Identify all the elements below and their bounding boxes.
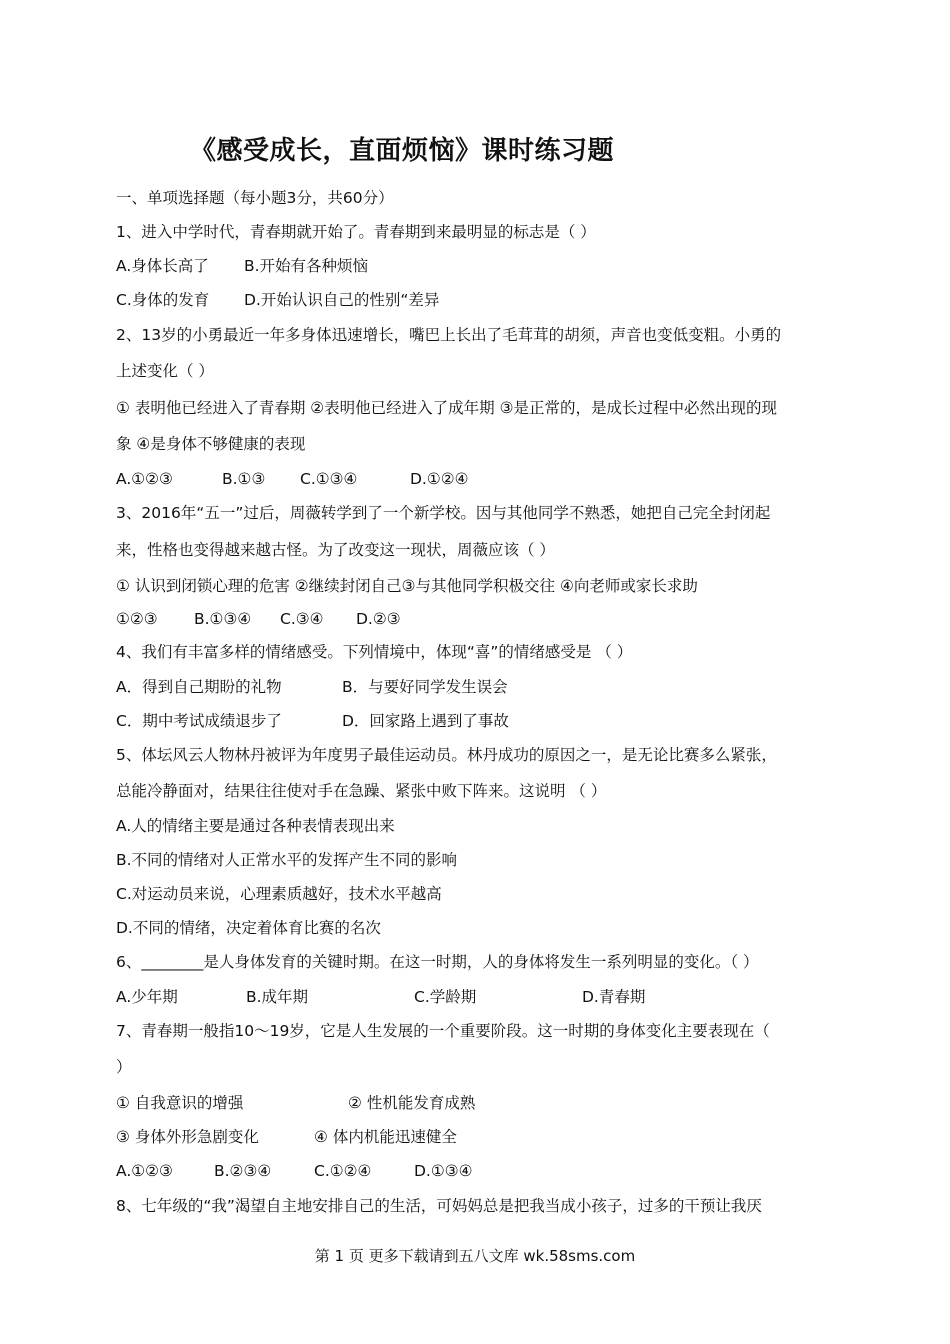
q6-option-a: A.少年期: [116, 988, 178, 1006]
q4-option-b: B．与要好同学发生误会: [342, 678, 508, 696]
q7-option-b: B.②③④: [214, 1162, 272, 1180]
question-1-options-row2: [116, 290, 439, 310]
q7-statement-1: ① 自我意识的增强: [116, 1094, 244, 1112]
document-title: 《感受成长，直面烦恼》课时练习题: [190, 136, 615, 166]
question-3-stem-line2: 来，性格也变得越来越古怪。为了改变这一现状，周薇应该（ ）: [116, 541, 555, 559]
q1-option-a: A.身体长高了: [116, 257, 209, 275]
question-8-stem-line1: 8、七年级的“我”渴望自主地安排自己的生活，可妈妈总是把我当成小孩子，过多的干预让我厌: [116, 1197, 762, 1215]
q3-option-b: B.①③④: [194, 610, 252, 628]
q7-option-c: C.①②④: [314, 1162, 372, 1180]
question-3-statements: ① 认识到闭锁心理的危害 ②继续封闭自己③与其他同学积极交往 ④向老师或家长求助: [116, 577, 698, 595]
q3-option-d: D.②③: [356, 610, 401, 628]
q7-option-d: D.①③④: [414, 1162, 473, 1180]
question-4-stem: 4、我们有丰富多样的情绪感受。下列情境中，体现“喜”的情绪感受是 （ ）: [116, 643, 633, 661]
question-5-stem-line2: 总能冷静面对，结果往往使对手在急躁、紧张中败下阵来。这说明 （ ）: [116, 782, 607, 800]
q7-statement-3: ③ 身体外形急剧变化: [116, 1128, 259, 1146]
question-1-options-row1: [116, 256, 368, 276]
question-6-options: [116, 987, 645, 1007]
page-footer: 第 1 页 更多下载请到五八文库 wk.58sms.com: [314, 1247, 636, 1265]
q4-option-c: C．期中考试成绩退步了: [116, 712, 282, 730]
question-5-stem-line1: 5、体坛风云人物林丹被评为年度男子最佳运动员。林丹成功的原因之一，是无论比赛多么紧张，: [116, 746, 777, 764]
q1-option-b: B.开始有各种烦恼: [244, 257, 369, 275]
section-heading: 一、单项选择题（每小题3分，共60分）: [116, 189, 394, 207]
q7-option-a: A.①②③: [116, 1162, 173, 1180]
question-2-options: [116, 469, 469, 489]
question-7-options: [116, 1161, 473, 1181]
q2-option-b: B.①③: [222, 470, 266, 488]
q1-option-c: C.身体的发育: [116, 291, 210, 309]
q3-option-c: C.③④: [280, 610, 324, 628]
question-3-stem-line1: 3、2016年“五一”过后，周薇转学到了一个新学校。因与其他同学不熟悉，她把自己完全封闭起: [116, 504, 771, 522]
question-7-statements-row1: [116, 1093, 475, 1113]
question-7-stem-line1: 7、青春期一般指10～19岁，它是人生发展的一个重要阶段。这一时期的身体变化主要表现在（: [116, 1022, 770, 1040]
question-4-options-row2: [116, 711, 509, 731]
question-2-statements-line2: 象 ④是身体不够健康的表现: [116, 435, 306, 453]
q5-option-c: C.对运动员来说，心理素质越好，技术水平越高: [116, 885, 442, 903]
question-1-stem: 1、进入中学时代，青春期就开始了。青春期到来最明显的标志是（ ）: [116, 223, 596, 241]
q6-option-b: B.成年期: [246, 988, 309, 1006]
q2-option-a: A.①②③: [116, 470, 173, 488]
question-2-stem-line2: 上述变化（ ）: [116, 362, 214, 380]
q5-option-b: B.不同的情绪对人正常水平的发挥产生不同的影响: [116, 851, 458, 869]
q2-option-d: D.①②④: [410, 470, 469, 488]
q3-option-a: ①②③: [116, 610, 158, 628]
question-7-stem-line2: ）: [116, 1058, 132, 1076]
q2-option-c: C.①③④: [300, 470, 358, 488]
q5-option-d: D.不同的情绪，决定着体育比赛的名次: [116, 919, 381, 937]
question-3-options: [116, 609, 401, 629]
q1-option-d: D.开始认识自己的性别“差异: [244, 291, 440, 309]
question-6-stem: 6、________是人身体发育的关键时期。在这一时期，人的身体将发生一系列明显的变化。（ ）: [116, 953, 759, 971]
q7-statement-2: ② 性机能发育成熟: [348, 1094, 476, 1112]
question-7-statements-row2: [116, 1127, 457, 1147]
q5-option-a: A.人的情绪主要是通过各种表情表现出来: [116, 817, 395, 835]
question-2-stem-line1: 2、13岁的小勇最近一年多身体迅速增长，嘴巴上长出了毛茸茸的胡须，声音也变低变粗。小勇的: [116, 326, 782, 344]
q6-option-c: C.学龄期: [414, 988, 477, 1006]
q7-statement-4: ④ 体内机能迅速健全: [314, 1128, 457, 1146]
question-2-statements-line1: ① 表明他已经进入了青春期 ②表明他已经进入了成年期 ③是正常的，是成长过程中必然出现的现: [116, 399, 777, 417]
q6-option-d: D.青春期: [582, 988, 646, 1006]
question-4-options-row1: [116, 677, 508, 697]
q4-option-d: D．回家路上遇到了事故: [342, 712, 509, 730]
q4-option-a: A．得到自己期盼的礼物: [116, 678, 282, 696]
